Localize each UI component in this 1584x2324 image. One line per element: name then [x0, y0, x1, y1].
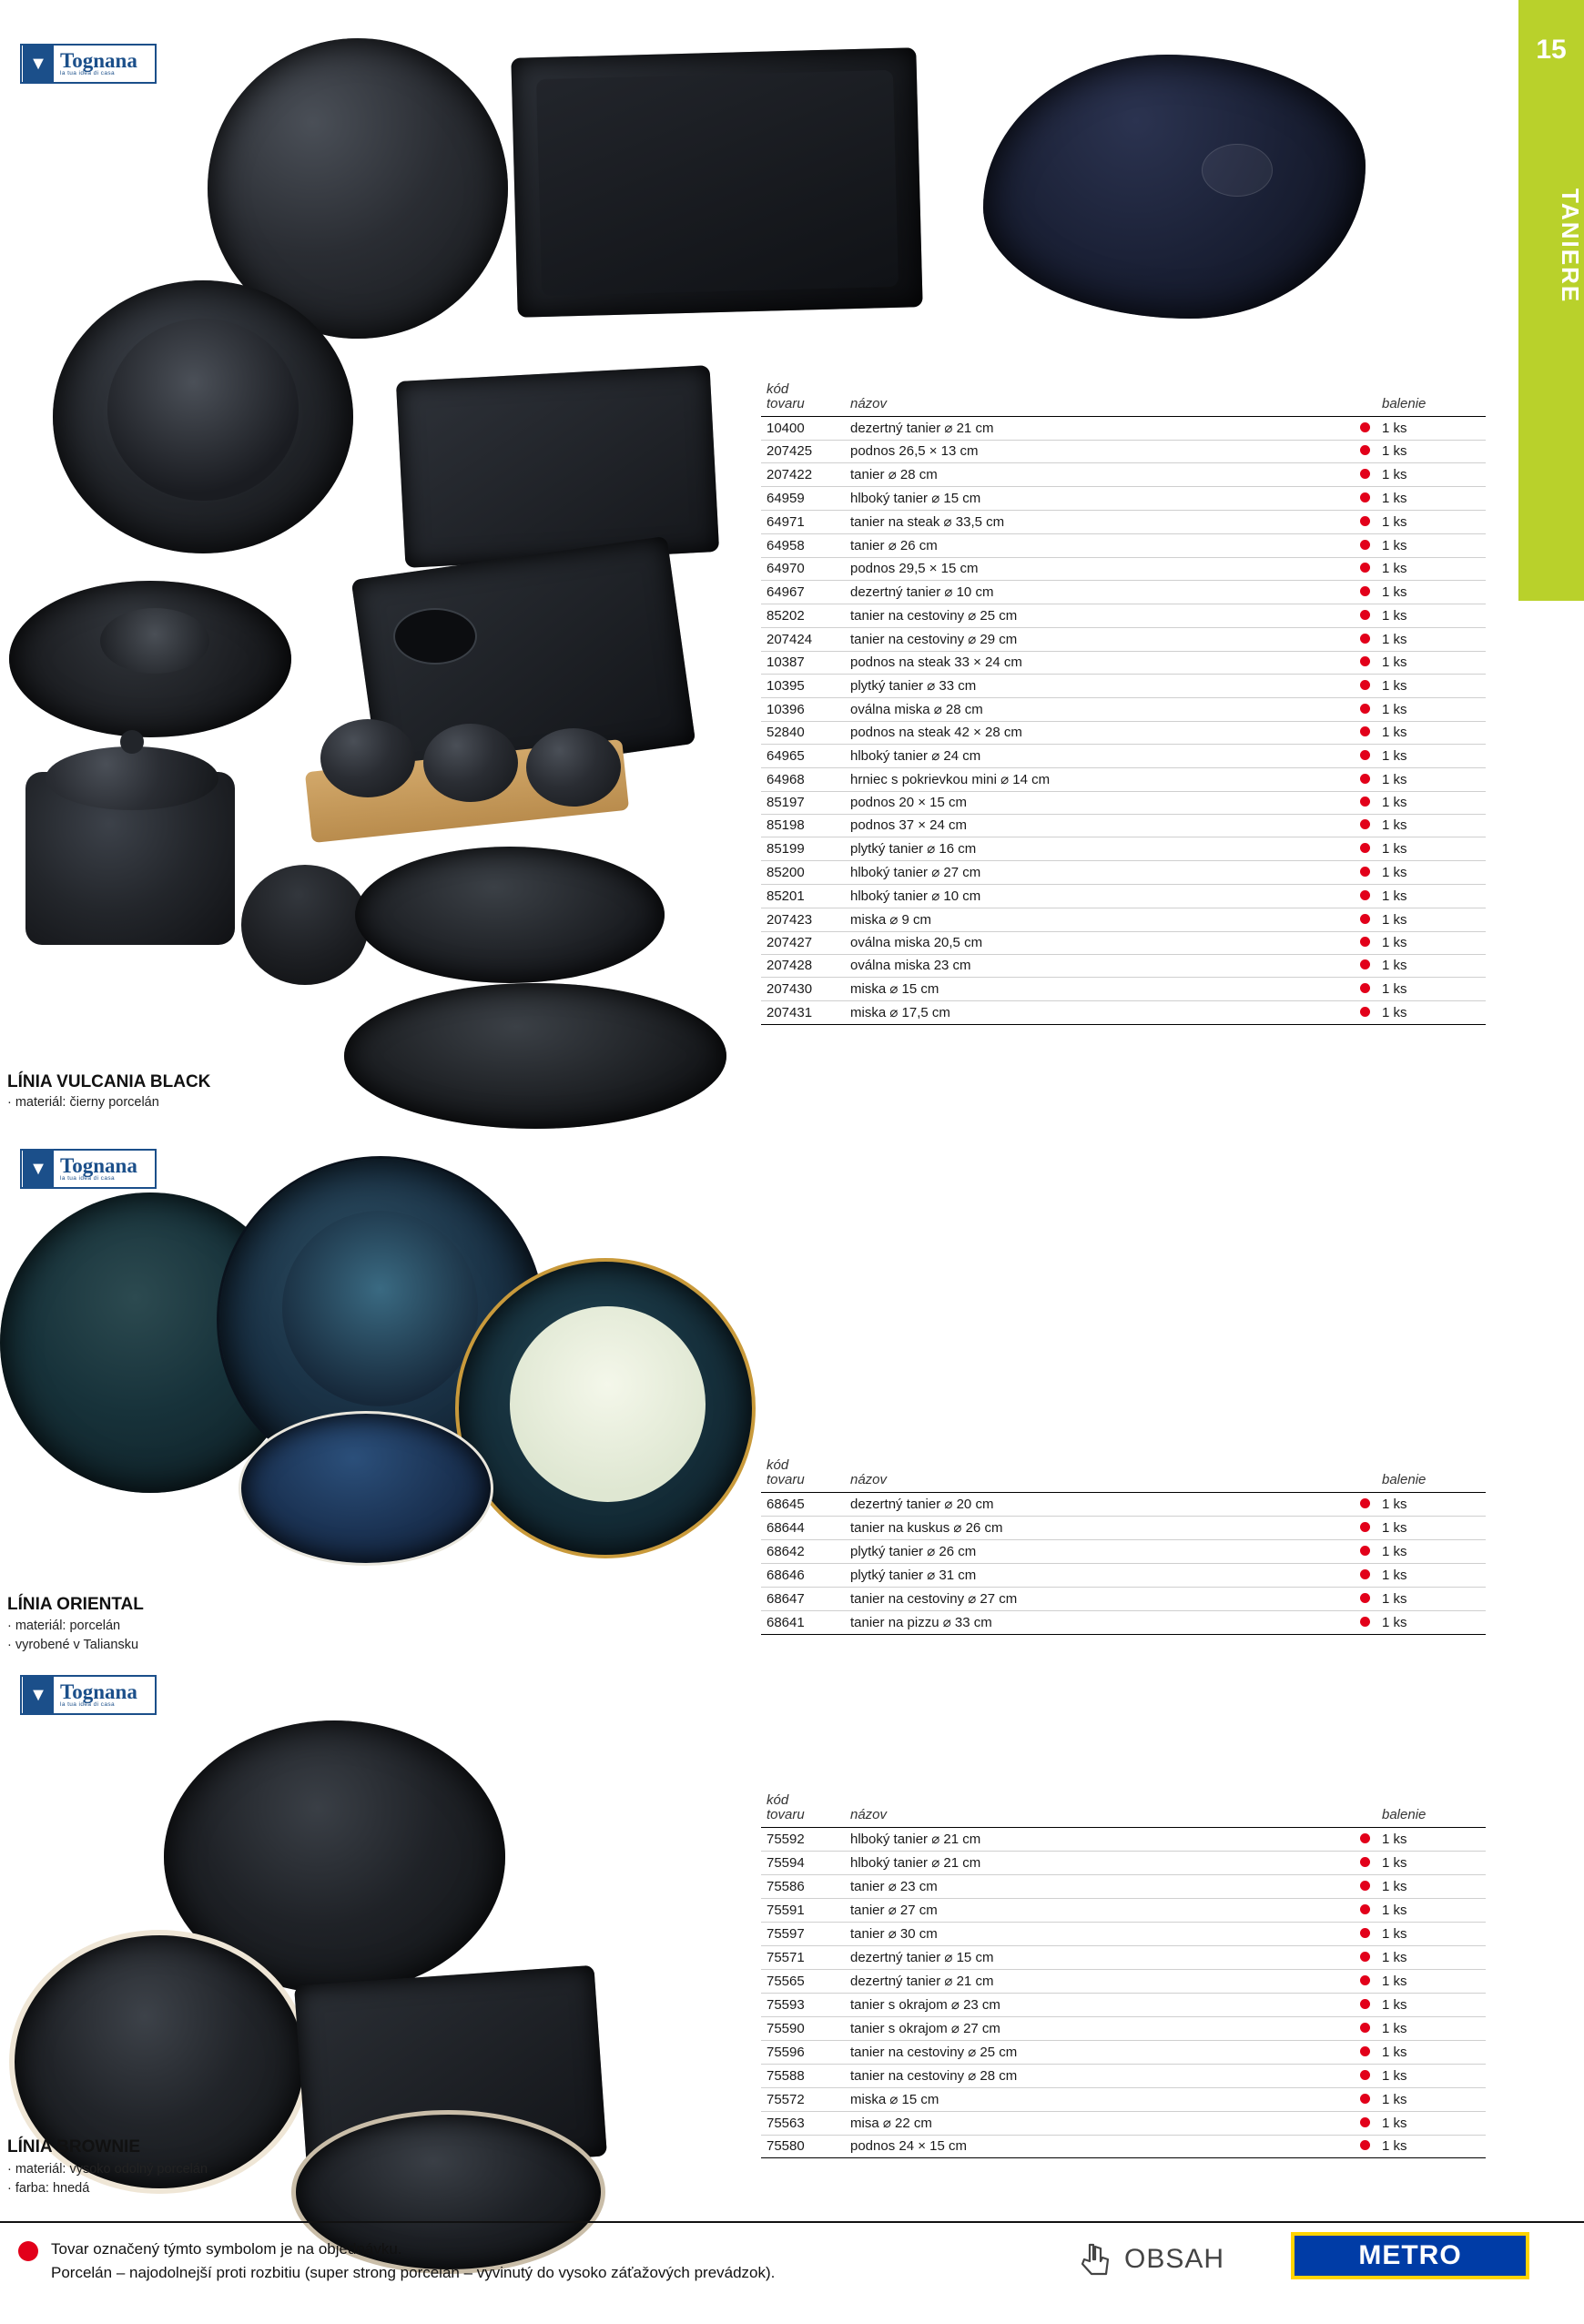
brand-name: Tognana [60, 1680, 137, 1704]
order-dot-icon [1360, 1952, 1370, 1962]
th-name-oriental: názov [850, 1471, 888, 1487]
line-subtitle-brownie-1: · materiál: vysoko odolný porcelán [7, 2162, 208, 2177]
obsah-link[interactable] [1079, 2241, 1224, 2278]
order-dot-icon [1360, 1833, 1370, 1843]
table-row: 68641 tanier na pizzu ⌀ 33 cm 1 ks [761, 1610, 1486, 1634]
table-row: 64971 tanier na steak ⌀ 33,5 cm 1 ks [761, 510, 1486, 533]
table-row: 207424 tanier na cestoviny ⌀ 29 cm 1 ks [761, 627, 1486, 651]
brand-tagline: la tua idea di casa [60, 1701, 115, 1709]
order-dot-icon [1360, 726, 1370, 736]
hand-pointer-icon [1079, 2241, 1115, 2278]
product-board-rect-medium [396, 365, 719, 568]
table-row: 85199 plytký tanier ⌀ 16 cm 1 ks [761, 837, 1486, 860]
order-dot-icon [1360, 540, 1370, 550]
line-title-vulcania: LÍNIA VULCANIA BLACK [7, 1072, 211, 1091]
order-dot-icon [1360, 797, 1370, 807]
table-row: 75588 tanier na cestoviny ⌀ 28 cm 1 ks [761, 2064, 1486, 2087]
order-dot-icon [1360, 634, 1370, 644]
order-dot-icon [1360, 1975, 1370, 1985]
product-collage-brownie [0, 1720, 637, 2176]
line-title-brownie: LÍNIA BROWNIE [7, 2137, 141, 2157]
table-row: 85198 podnos 37 × 24 cm 1 ks [761, 814, 1486, 837]
order-dot-icon [1360, 2023, 1370, 2033]
line-subtitle-oriental-1: · materiál: porcelán [7, 1619, 121, 1633]
tognana-mark-icon: ▼ [23, 1151, 54, 1187]
product-steak-board-well [393, 608, 477, 665]
order-dot-icon [1360, 750, 1370, 760]
page-side-tab [1518, 0, 1584, 601]
product-platter-organic-well [1202, 144, 1273, 197]
line-title-oriental: LÍNIA ORIENTAL [7, 1595, 144, 1614]
product-soup-plate-well [107, 319, 299, 501]
th-pack-brownie: balenie [1382, 1806, 1427, 1822]
table-row: 64965 hlboký tanier ⌀ 24 cm 1 ks [761, 744, 1486, 767]
order-dot-icon [1360, 937, 1370, 947]
line-subtitle-brownie-2: · farba: hnedá [7, 2181, 90, 2196]
order-dot-icon [1360, 1881, 1370, 1891]
table-row: 75563 misa ⌀ 22 cm 1 ks [761, 2111, 1486, 2135]
line-subtitle-oriental-2: · vyrobené v Taliansku [7, 1638, 139, 1652]
order-dot-icon [1360, 1007, 1370, 1017]
order-dot-icon [1360, 914, 1370, 924]
order-dot-icon [1360, 1593, 1370, 1603]
brand-name: Tognana [60, 1154, 137, 1178]
table-row: 75586 tanier ⌀ 23 cm 1 ks [761, 1874, 1486, 1898]
order-dot-icon [1360, 610, 1370, 620]
order-dot-icon [1360, 2140, 1370, 2150]
footer-legend-line-1: Tovar označený týmto symbolom je na objednávku. [51, 2240, 402, 2258]
order-dot-icon [1360, 1857, 1370, 1867]
section-tab-label: TANIERE [1557, 188, 1584, 304]
table-row: 64959 hlboký tanier ⌀ 15 cm 1 ks [761, 486, 1486, 510]
table-row: 75580 podnos 24 × 15 cm 1 ks [761, 2135, 1486, 2157]
table-row: 85197 podnos 20 × 15 cm 1 ks [761, 791, 1486, 814]
table-row: 75593 tanier s okrajom ⌀ 23 cm 1 ks [761, 1993, 1486, 2016]
product-table-oriental [761, 1456, 1486, 1635]
product-collage-vulcania [0, 18, 746, 1101]
product-oriental-plate-3-well [510, 1306, 706, 1502]
product-table-vulcania [761, 381, 1486, 1025]
table-row: 75590 tanier s okrajom ⌀ 27 cm 1 ks [761, 2016, 1486, 2040]
table-row: 85202 tanier na cestoviny ⌀ 25 cm 1 ks [761, 604, 1486, 627]
product-mini-pot-3 [526, 728, 621, 807]
brand-tagline: la tua idea di casa [60, 70, 115, 77]
order-dot-icon [1360, 1999, 1370, 2009]
product-wide-bowl-well [100, 608, 209, 674]
table-row: 75596 tanier na cestoviny ⌀ 25 cm 1 ks [761, 2040, 1486, 2064]
table-row: 64968 hrniec s pokrievkou mini ⌀ 14 cm 1 ks [761, 767, 1486, 791]
product-tray-rect-large-inner [536, 70, 899, 296]
table-row: 10395 plytký tanier ⌀ 33 cm 1 ks [761, 674, 1486, 697]
order-dot-icon [1360, 2046, 1370, 2056]
metro-label: METRO [1358, 2240, 1462, 2270]
tognana-mark-icon: ▼ [23, 1677, 54, 1713]
table-row: 68644 tanier na kuskus ⌀ 26 cm 1 ks [761, 1516, 1486, 1539]
th-pack-oriental: balenie [1382, 1471, 1427, 1487]
order-dot-icon [1360, 819, 1370, 829]
table-row: 75591 tanier ⌀ 27 cm 1 ks [761, 1898, 1486, 1922]
order-dot-icon [1360, 867, 1370, 877]
order-dot-icon [1360, 2094, 1370, 2104]
table-row: 10387 podnos na steak 33 × 24 cm 1 ks [761, 651, 1486, 674]
table-row: 207431 miska ⌀ 17,5 cm 1 ks [761, 1000, 1486, 1024]
order-dot-icon [1360, 656, 1370, 666]
table-row: 75592 hlboký tanier ⌀ 21 cm 1 ks [761, 1827, 1486, 1851]
brand-tagline: la tua idea di casa [60, 1175, 115, 1182]
table-row: 207422 tanier ⌀ 28 cm 1 ks [761, 462, 1486, 486]
tognana-mark-icon: ▼ [23, 46, 54, 82]
product-oval-dish-1 [355, 847, 665, 983]
table-row: 75572 miska ⌀ 15 cm 1 ks [761, 2087, 1486, 2111]
order-dot-icon [1360, 492, 1370, 502]
table-row: 64958 tanier ⌀ 26 cm 1 ks [761, 533, 1486, 557]
table-row: 68647 tanier na cestoviny ⌀ 27 cm 1 ks [761, 1587, 1486, 1610]
table-row: 75594 hlboký tanier ⌀ 21 cm 1 ks [761, 1851, 1486, 1874]
table-row: 68642 plytký tanier ⌀ 26 cm 1 ks [761, 1539, 1486, 1563]
order-dot-icon [1360, 1617, 1370, 1627]
th-code-oriental: kód tovaru [767, 1457, 805, 1487]
order-dot-icon [1360, 1546, 1370, 1556]
table-row: 75565 dezertný tanier ⌀ 21 cm 1 ks [761, 1969, 1486, 1993]
order-dot-icon [1360, 2117, 1370, 2127]
order-dot-icon [1360, 959, 1370, 969]
table-row: 207423 miska ⌀ 9 cm 1 ks [761, 908, 1486, 931]
order-dot-icon [1360, 1522, 1370, 1532]
metro-logo [1291, 2232, 1529, 2279]
page-number: 15 [1536, 35, 1567, 65]
th-pack-vulcania: balenie [1382, 395, 1427, 411]
order-dot-legend-icon [18, 2241, 38, 2261]
product-mini-pot-2 [423, 724, 518, 802]
table-row: 75571 dezertný tanier ⌀ 15 cm 1 ks [761, 1945, 1486, 1969]
order-dot-icon [1360, 774, 1370, 784]
order-dot-icon [1360, 445, 1370, 455]
product-oriental-plate-2-well [282, 1211, 478, 1406]
product-small-bowl [241, 865, 369, 985]
table-row: 75597 tanier ⌀ 30 cm 1 ks [761, 1922, 1486, 1945]
th-code-vulcania: kód tovaru [767, 381, 805, 411]
product-oval-dish-2 [344, 983, 726, 1129]
table-row: 64970 podnos 29,5 × 15 cm 1 ks [761, 557, 1486, 580]
order-dot-icon [1360, 1904, 1370, 1914]
table-row: 68645 dezertný tanier ⌀ 20 cm 1 ks [761, 1492, 1486, 1516]
brand-name: Tognana [60, 49, 137, 73]
product-casserole-knob [120, 730, 144, 754]
th-name-vulcania: názov [850, 395, 888, 411]
product-table-brownie [761, 1791, 1486, 2158]
order-dot-icon [1360, 586, 1370, 596]
obsah-label: OBSAH [1124, 2244, 1225, 2274]
table-row: 85201 hlboký tanier ⌀ 10 cm 1 ks [761, 884, 1486, 908]
order-dot-icon [1360, 983, 1370, 993]
order-dot-icon [1360, 2070, 1370, 2080]
order-dot-icon [1360, 516, 1370, 526]
order-dot-icon [1360, 843, 1370, 853]
line-subtitle-vulcania: · materiál: čierny porcelán [7, 1095, 159, 1110]
product-collage-oriental [0, 1156, 637, 1611]
product-casserole-lid [46, 746, 218, 810]
table-row: 207427 oválna miska 20,5 cm 1 ks [761, 931, 1486, 954]
order-dot-icon [1360, 1928, 1370, 1938]
brand-logo-brownie [20, 1675, 157, 1715]
table-row: 64967 dezertný tanier ⌀ 10 cm 1 ks [761, 580, 1486, 604]
order-dot-icon [1360, 1498, 1370, 1508]
table-row: 68646 plytký tanier ⌀ 31 cm 1 ks [761, 1563, 1486, 1587]
footer-legend [51, 2238, 775, 2286]
order-dot-icon [1360, 890, 1370, 900]
table-row: 85200 hlboký tanier ⌀ 27 cm 1 ks [761, 860, 1486, 884]
th-code-brownie: kód tovaru [767, 1792, 805, 1822]
product-platter-organic [983, 55, 1366, 319]
table-row: 52840 podnos na steak 42 × 28 cm 1 ks [761, 721, 1486, 744]
table-row: 10396 oválna miska ⌀ 28 cm 1 ks [761, 697, 1486, 721]
product-mini-pot-1 [320, 719, 415, 797]
table-row: 10400 dezertný tanier ⌀ 21 cm 1 ks [761, 416, 1486, 440]
table-row: 207425 podnos 26,5 × 13 cm 1 ks [761, 440, 1486, 462]
footer-divider [0, 2221, 1584, 2223]
th-name-brownie: názov [850, 1806, 888, 1822]
order-dot-icon [1360, 1569, 1370, 1579]
order-dot-icon [1360, 680, 1370, 690]
order-dot-icon [1360, 704, 1370, 714]
table-row: 207430 miska ⌀ 15 cm 1 ks [761, 977, 1486, 1000]
product-oriental-bowl [239, 1411, 493, 1566]
order-dot-icon [1360, 422, 1370, 432]
order-dot-icon [1360, 469, 1370, 479]
footer-legend-line-2: Porcelán – najodolnejší proti rozbitiu (super strong porcelán – vyvinutý do vysoko záťažových prevádzok). [51, 2264, 776, 2282]
table-row: 207428 oválna miska 23 cm 1 ks [761, 954, 1486, 977]
order-dot-icon [1360, 563, 1370, 573]
